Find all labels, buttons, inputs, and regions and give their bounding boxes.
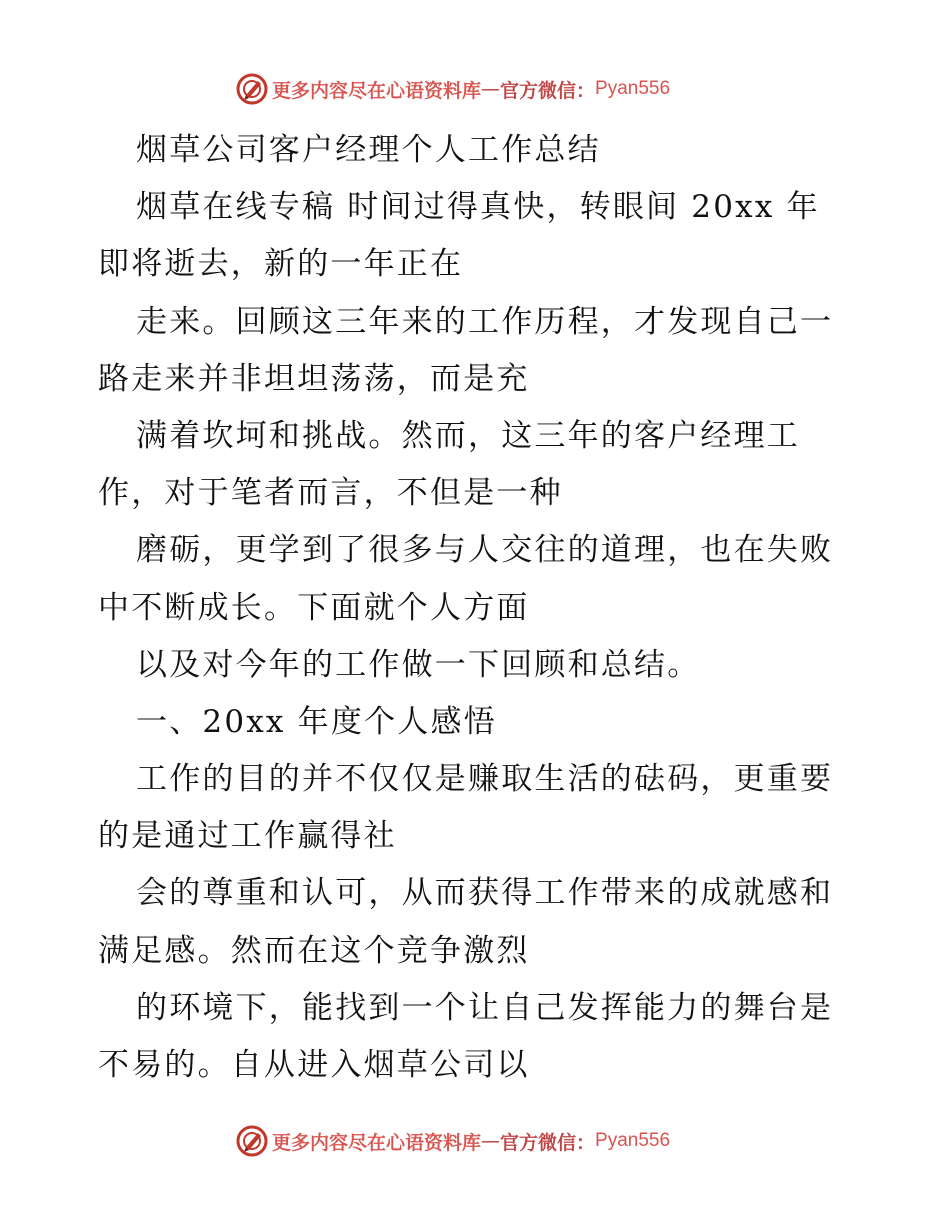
text-line: 的环境下，能找到一个让自己发挥能力的舞台是 bbox=[136, 989, 834, 1026]
text-line: 走来。回顾这三年来的工作历程，才发现自己一 bbox=[136, 303, 834, 340]
text-line: 满足感。然而在这个竞争激烈 bbox=[98, 932, 530, 969]
pen-logo-icon bbox=[236, 73, 268, 105]
text-line: 烟草在线专稿 时间过得真快，转眼间 20xx 年 bbox=[136, 189, 820, 226]
footer-watermark bbox=[236, 1124, 756, 1158]
watermark-id: Pyan556 bbox=[595, 1130, 671, 1151]
text-line: 的是通过工作赢得社 bbox=[98, 818, 397, 855]
watermark-sub-text: 官方微信： bbox=[500, 1131, 596, 1154]
pen-logo-icon bbox=[236, 1125, 268, 1157]
watermark-id: Pyan556 bbox=[595, 78, 671, 99]
text-line: 不易的。自从进入烟草公司以 bbox=[98, 1047, 530, 1083]
text-line: 以及对今年的工作做一下回顾和总结。 bbox=[136, 646, 701, 683]
text-line: 磨砺，更学到了很多与人交往的道理，也在失败 bbox=[136, 532, 834, 569]
text-line: 作，对于笔者而言，不但是一种 bbox=[98, 475, 563, 512]
document-body bbox=[98, 122, 858, 1094]
text-line: 满着坎坷和挑战。然而，这三年的客户经理工 bbox=[136, 417, 800, 454]
watermark-main-text: 更多内容尽在心语资料库 bbox=[272, 79, 482, 102]
text-line: 会的尊重和认可，从而获得工作带来的成就感和 bbox=[136, 875, 834, 912]
section-heading: 一、20xx 年度个人感悟 bbox=[136, 703, 497, 740]
text-line: 工作的目的并不仅仅是赚取生活的砝码，更重要 bbox=[136, 761, 834, 798]
document-title: 烟草公司客户经理个人工作总结 bbox=[136, 132, 601, 168]
watermark-dash: — bbox=[481, 1130, 501, 1152]
watermark-sub-text: 官方微信： bbox=[500, 79, 596, 102]
text-line: 中不断成长。下面就个人方面 bbox=[98, 589, 530, 626]
header-watermark bbox=[236, 72, 756, 106]
text-line: 即将逝去，新的一年正在 bbox=[98, 246, 464, 283]
text-line: 路走来并非坦坦荡荡，而是充 bbox=[98, 360, 530, 397]
watermark-main-text: 更多内容尽在心语资料库 bbox=[272, 1131, 482, 1154]
watermark-dash: — bbox=[481, 78, 501, 100]
